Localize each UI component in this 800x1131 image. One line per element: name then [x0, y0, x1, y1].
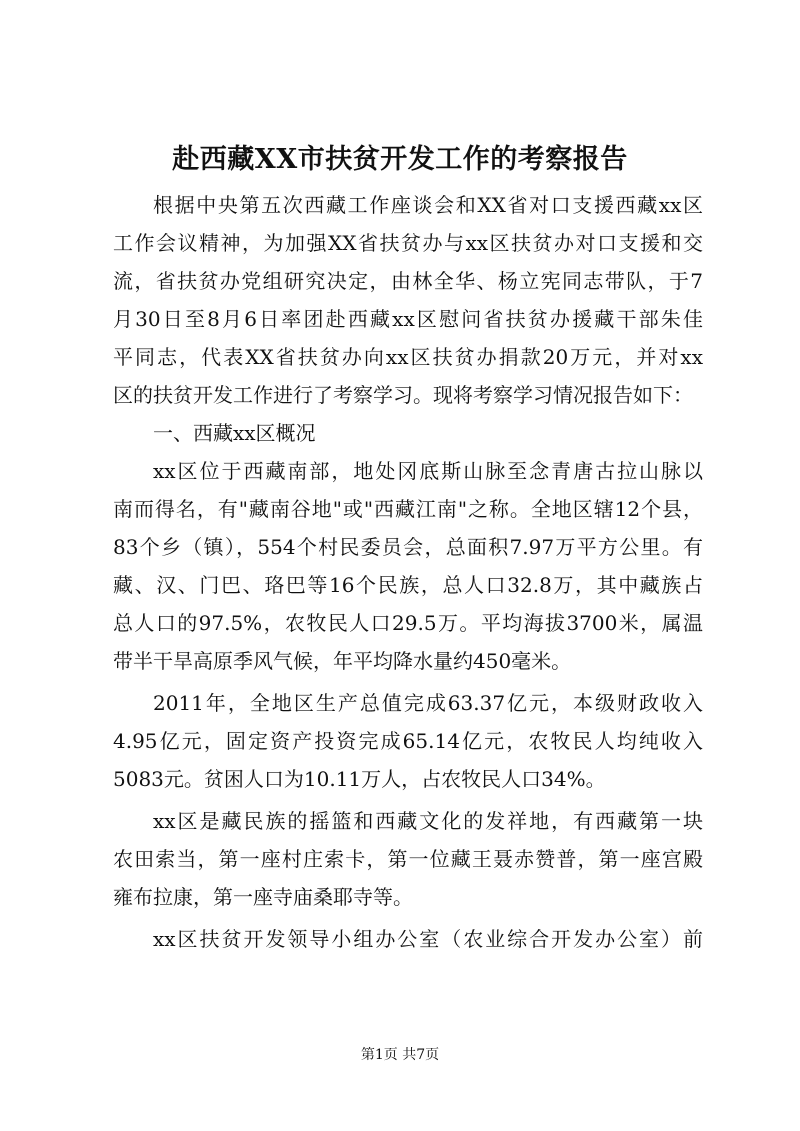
text-line: 月30日至8月6日率团赴西藏xx区慰问省扶贫办援藏干部朱佳	[113, 307, 703, 331]
text-line: 平同志，代表XX省扶贫办向xx区扶贫办捐款20万元，并对xx	[113, 345, 703, 369]
text-line: 带半干旱高原季风气候，年平均降水量约450毫米。	[113, 649, 572, 673]
paragraph	[113, 186, 703, 414]
text-line: 5083元。贫困人口为10.11万人，占农牧民人口34%。	[113, 767, 606, 791]
section-heading	[113, 414, 703, 452]
text-line: 工作会议精神，为加强XX省扶贫办与xx区扶贫办对口支援和交	[113, 231, 703, 255]
text-line: 总人口的97.5%，农牧民人口29.5万。平均海拔3700米，属温	[113, 611, 703, 635]
text-line: xx区是藏民族的摇篮和西藏文化的发祥地，有西藏第一块	[153, 809, 703, 833]
document-body	[113, 186, 703, 958]
paragraph	[113, 452, 703, 680]
text-line: 根据中央第五次西藏工作座谈会和XX省对口支援西藏xx区	[153, 193, 703, 217]
text-line: 农田索当，第一座村庄索卡，第一位藏王聂赤赞普，第一座宫殿	[113, 847, 703, 871]
text-line: 流，省扶贫办党组研究决定，由林全华、杨立宪同志带队，于7	[113, 269, 703, 293]
text-line: 2011年，全地区生产总值完成63.37亿元，本级财政收入	[153, 691, 703, 715]
section-heading-text: 一、西藏xx区概况	[153, 421, 316, 445]
paragraph	[113, 920, 703, 958]
text-line: 区的扶贫开发工作进行了考察学习。现将考察学习情况报告如下：	[113, 383, 693, 407]
text-line: 4.95亿元，固定资产投资完成65.14亿元，农牧民人均纯收入	[113, 729, 703, 753]
text-line: 藏、汉、门巴、珞巴等16个民族，总人口32.8万，其中藏族占	[113, 573, 703, 597]
page-number: 第1页 共7页	[360, 1047, 440, 1063]
paragraph	[113, 802, 703, 916]
text-line: 雍布拉康，第一座寺庙桑耶寺等。	[113, 885, 413, 909]
text-line: xx区扶贫开发领导小组办公室（农业综合开发办公室）前	[153, 927, 703, 951]
paragraph	[113, 684, 703, 798]
document-title: 赴西藏XX市扶贫开发工作的考察报告	[172, 144, 628, 175]
text-line: 83个乡（镇），554个村民委员会，总面积7.97万平方公里。有	[113, 535, 703, 559]
text-line: xx区位于西藏南部，地处冈底斯山脉至念青唐古拉山脉以	[153, 459, 703, 483]
text-line: 南而得名，有"藏南谷地"或"西藏江南"之称。全地区辖12个县，	[113, 497, 703, 521]
